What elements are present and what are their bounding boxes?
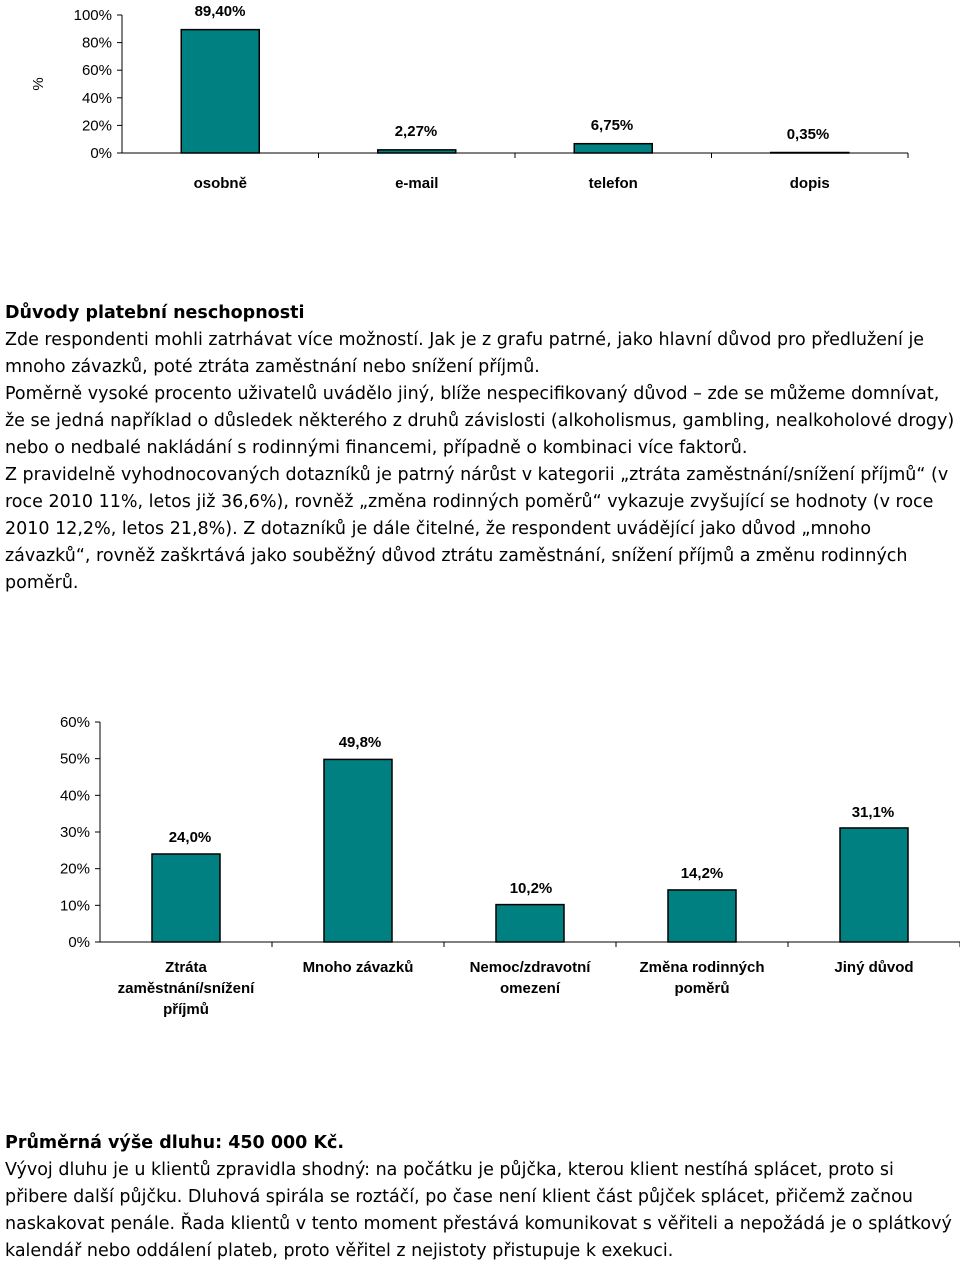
bar	[668, 890, 736, 942]
section-average-debt	[5, 1130, 955, 1265]
data-label: 49,8%	[338, 734, 382, 751]
data-label: 2,27%	[394, 123, 438, 140]
data-label: 24,0%	[168, 829, 212, 846]
category-label: osobně	[193, 175, 247, 192]
bar	[152, 854, 220, 942]
paragraph-3: Z pravidelně vyhodnocovaných dotazníků je patrný nárůst v kategorii „ztráta zaměstnání/snížení příjmů“ (v roce 2010 11%, letos již 36,6%), rovněž „změna rodinných poměrů“ vykazuje zvyšující se hodnoty (v roce 2010 12,2%, letos 21,8%). Z dotazníků je dále čitelné, že respondent uvádějící jako důvod „mnoho závazků“, rovněž zaškrtává jako souběžný důvod ztrátu zaměstnání, snížení příjmů a změnu rodinných poměrů.	[5, 465, 949, 593]
y-tick-label: 20%	[81, 117, 112, 135]
category-label: dopis	[789, 175, 830, 192]
bar	[496, 905, 564, 942]
data-label: 10,2%	[509, 880, 553, 897]
y-tick-label: 20%	[59, 860, 90, 878]
y-tick-label: 100%	[73, 7, 112, 24]
y-tick-label: 60%	[81, 62, 112, 80]
category-label: Jiný důvod	[834, 959, 914, 976]
section-heading: Důvody platební neschopnosti	[5, 303, 305, 323]
section-heading-debt: Průměrná výše dluhu: 450 000 Kč.	[5, 1133, 345, 1153]
y-tick-label: 40%	[59, 787, 90, 805]
paragraph-debt: Vývoj dluhu je u klientů zpravidla shodný: na počátku je půjčka, kterou klient nestíhá splácet, proto si přibere další půjčku. Dluhová spirála se roztáčí, po čase není klient část půjček splácet, přičemž začnou naskakovat penále. Řada klientů v tento moment přestává komunikovat s věřiteli a nepožádá je o splátkový kalendář nebo oddálení plateb, proto věřitel z nejistoty přistupuje k exekuci.	[5, 1160, 952, 1261]
bar	[840, 828, 908, 942]
category-label: telefon	[588, 175, 638, 192]
category-label: Ztráta zaměstnání/snížení příjmů	[117, 959, 255, 1018]
bar	[181, 30, 259, 153]
y-tick-label: 50%	[59, 750, 90, 768]
bar	[574, 144, 652, 153]
section-payment-reasons	[5, 300, 955, 597]
y-tick-label: 10%	[59, 897, 90, 915]
data-label: 0,35%	[786, 126, 830, 143]
contact-channel-chart	[0, 0, 960, 200]
payment-reasons-chart-svg	[0, 700, 960, 1030]
paragraph-2: Poměrně vysoké procento uživatelů uvádělo jiný, blíže nespecifikovaný důvod – zde se můžeme domnívat, že se jedná například o důsledek některého z druhů závislosti (alkoholismus, gambling, nealkoholové drogy) nebo o nedbalé nakládání s rodinnými financemi, případně o kombinaci více faktorů.	[5, 384, 955, 458]
category-label: Změna rodinných poměrů	[639, 959, 765, 997]
data-label: 14,2%	[680, 865, 724, 882]
paragraph-1: Zde respondenti mohli zatrhávat více možností. Jak je z grafu patrné, jako hlavní důvod pro předlužení je mnoho závazků, poté ztráta zaměstnání nebo snížení příjmů.	[5, 330, 925, 377]
category-label: Mnoho závazků	[302, 959, 414, 976]
y-tick-label: 0%	[90, 145, 112, 162]
bar	[378, 150, 456, 153]
bar	[324, 759, 392, 942]
data-label: 89,40%	[194, 3, 246, 20]
bar	[771, 153, 849, 154]
y-axis-label: %	[30, 77, 47, 91]
y-tick-label: 80%	[81, 34, 112, 52]
category-label: Nemoc/zdravotní omezení	[469, 959, 591, 997]
y-tick-label: 30%	[59, 824, 90, 841]
contact-channel-chart-svg	[0, 0, 960, 200]
y-tick-label: 60%	[59, 714, 90, 731]
payment-reasons-chart	[0, 700, 960, 1030]
y-tick-label: 0%	[68, 934, 90, 951]
data-label: 31,1%	[851, 804, 895, 821]
data-label: 6,75%	[590, 117, 634, 134]
category-label: e-mail	[395, 175, 439, 192]
y-tick-label: 40%	[81, 89, 112, 107]
